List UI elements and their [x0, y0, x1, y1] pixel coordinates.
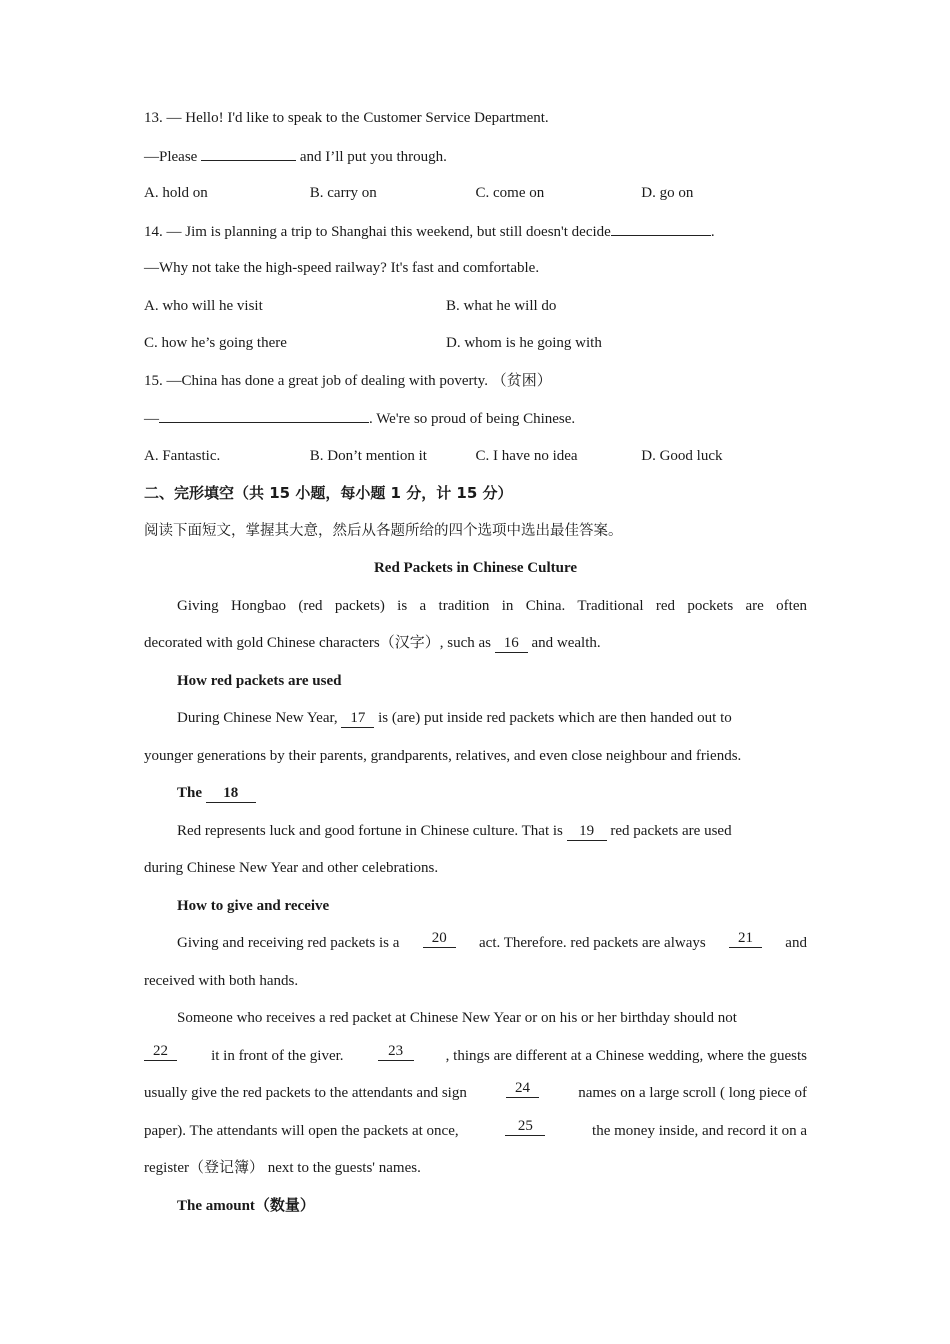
blank-20: 20 [423, 929, 456, 948]
p3-line1-pre: Red represents luck and good fortune in Chinese culture. That is [177, 822, 563, 839]
p5-line2-b: , things are different at a Chinese wedding, where the guests [445, 1047, 807, 1064]
section2-title: 二、完形填空（共 15 小题，每小题 1 分，计 15 分） [144, 484, 513, 502]
q15-reply-pre: — [144, 411, 159, 427]
p4-line1-pre: Giving and receiving red packets is a [177, 935, 400, 951]
heading-how-used: How red packets are used [177, 672, 342, 689]
passage-p5-line5: register（登记簿） next to the guests' names. [144, 1160, 421, 1176]
q14-stem-line [144, 217, 807, 255]
passage-p5-line2 [144, 1042, 807, 1080]
blank-22: 22 [144, 1042, 177, 1061]
q14-options-row2 [144, 329, 807, 367]
q15-reply-post: . We're so proud of being Chinese. [369, 411, 576, 427]
heading-amount: The amount（数量） [177, 1197, 315, 1214]
heading-the-18 [144, 779, 807, 817]
q14-option-c: C. how he’s going there [144, 335, 287, 351]
p5-line4-post: the money inside, and record it on a [592, 1122, 807, 1139]
p5-line4-pre: paper). The attendants will open the packets at once, [144, 1122, 459, 1139]
q13-option-d: D. go on [641, 185, 694, 201]
q15-stem [144, 367, 807, 405]
q14-stem: 14. — Jim is planning a trip to Shanghai this weekend, but still doesn't decide [144, 223, 611, 240]
q15-answer-blank [159, 404, 369, 423]
q13-option-c: C. come on [475, 185, 545, 201]
q15-option-c: C. I have no idea [475, 447, 578, 464]
q14-option-d: D. whom is he going with [446, 335, 602, 351]
p2-line1-post: is (are) put inside red packets which are then handed out to [378, 710, 732, 726]
q14-stem-end: . [710, 223, 715, 240]
q13-reply-pre: —Please [144, 148, 198, 165]
blank-19: 19 [567, 822, 607, 841]
passage-p4-line2: received with both hands. [144, 972, 299, 989]
q13-reply [144, 142, 807, 180]
passage-p1-line1 [144, 592, 807, 630]
q15-option-b: B. Don’t mention it [309, 447, 427, 464]
p5-line3-post: names on a large scroll ( long piece of [578, 1085, 807, 1101]
p3-line1-post: red packets are used [610, 822, 732, 839]
q15-reply [144, 404, 807, 442]
blank-21: 21 [729, 929, 762, 948]
p2-line1-pre: During Chinese New Year, [177, 710, 338, 726]
q15-option-d: D. Good luck [641, 447, 723, 464]
q13-option-b: B. carry on [309, 185, 377, 201]
p4-line1-mid: act. Therefore. red packets are always [479, 935, 706, 951]
blank-18: 18 [206, 784, 256, 803]
blank-24: 24 [506, 1079, 539, 1098]
q15-stem-text: 15. —China has done a great job of dealing with poverty. （贫困） [144, 372, 552, 389]
q13-answer-blank [201, 142, 296, 161]
heading-the-label: The [177, 785, 203, 801]
passage-p2-line2: younger generations by their parents, grandparents, relatives, and even close neighbour and friends. [144, 747, 742, 764]
passage-p5-line3 [144, 1079, 807, 1117]
q14-option-b: B. what he will do [446, 297, 557, 314]
q13-options [144, 179, 807, 217]
p5-line3-pre: usually give the red packets to the attendants and sign [144, 1085, 467, 1101]
p1-line1-text: Giving Hongbao (red packets) is a tradition in China. Traditional red pockets are often [177, 597, 807, 614]
q15-option-a: A. Fantastic. [144, 447, 221, 464]
p1-line2-pre: decorated with gold Chinese characters（汉字）, such as [144, 635, 491, 651]
p1-line2-post: and wealth. [531, 635, 601, 651]
q13-option-a: A. hold on [144, 185, 208, 201]
passage-p4-line1 [144, 929, 807, 967]
passage-p2-line1 [144, 704, 807, 742]
q13-stem: 13. — Hello! I'd like to speak to the Customer Service Department. [144, 110, 549, 126]
q14-option-a: A. who will he visit [144, 297, 263, 314]
passage-p5-line4 [144, 1117, 807, 1155]
exam-page [144, 104, 807, 1229]
blank-25: 25 [505, 1117, 545, 1136]
heading-give-receive: How to give and receive [177, 897, 330, 914]
passage-p3-line2: during Chinese New Year and other celebrations. [144, 860, 439, 876]
passage-p5-line1: Someone who receives a red packet at Chinese New Year or on his or her birthday should not [177, 1010, 737, 1026]
q13-reply-post: and I’ll put you through. [299, 148, 447, 165]
passage-p1-line2 [144, 629, 807, 667]
passage-title: Red Packets in Chinese Culture [373, 560, 578, 576]
passage-p3-line1 [144, 817, 807, 855]
q14-options-row1 [144, 292, 807, 330]
q15-options [144, 442, 807, 480]
blank-16: 16 [495, 634, 528, 653]
q14-answer-blank [611, 217, 711, 236]
section2-instruction: 阅读下面短文，掌握其大意，然后从各题所给的四个选项中选出最佳答案。 [144, 522, 623, 539]
blank-23: 23 [378, 1042, 414, 1061]
blank-17: 17 [341, 709, 374, 728]
q14-reply: —Why not take the high-speed railway? It's fast and comfortable. [144, 260, 540, 276]
p4-line1-post: and [785, 935, 807, 951]
p5-line2-a: it in front of the giver. [211, 1047, 344, 1064]
